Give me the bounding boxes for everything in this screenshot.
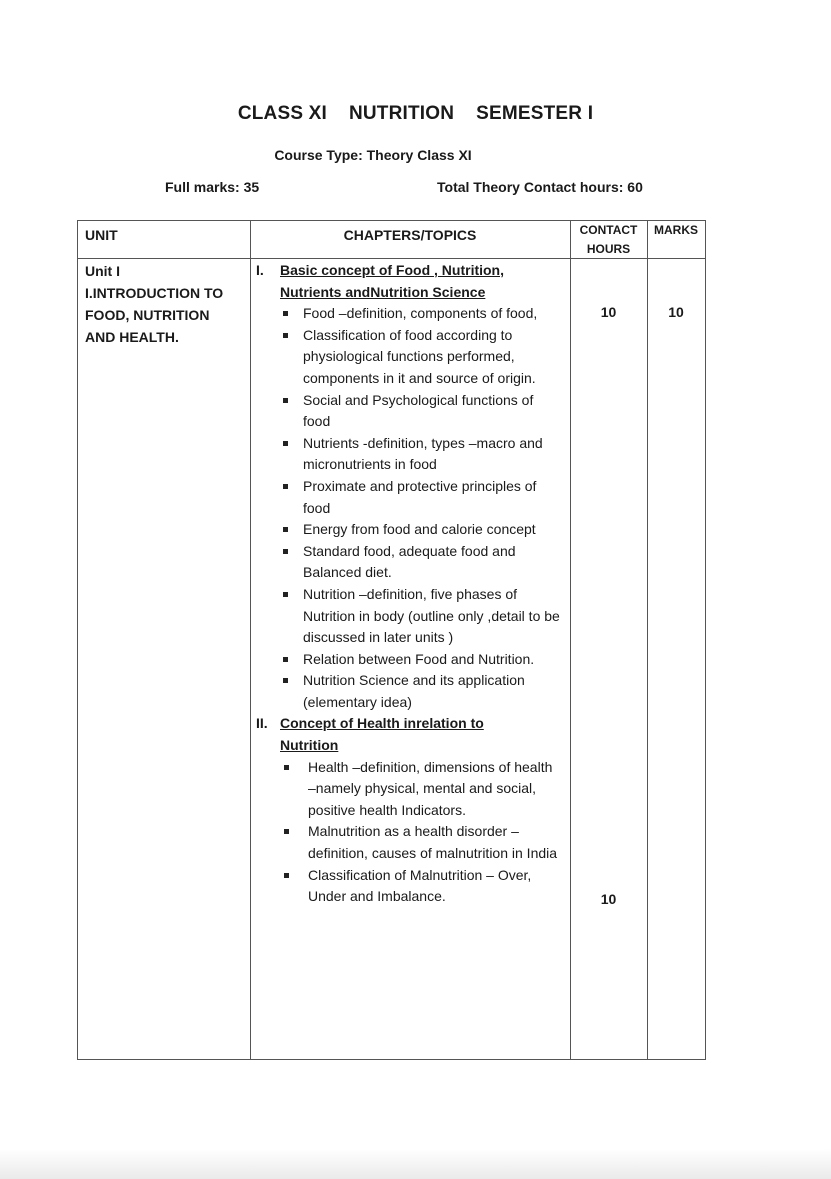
unit-cell: [85, 260, 245, 348]
topic-list: [250, 757, 568, 908]
list-item: Nutrition –definition, five phases of Nutrition in body (outline only ,detail to be discussed in later units ): [250, 584, 568, 649]
syllabus-table: [77, 220, 706, 1060]
bullet-icon: [283, 592, 288, 597]
bullet-icon: [283, 678, 288, 683]
column-header-topics: CHAPTERS/TOPICS: [343, 227, 477, 243]
page-title: CLASS XI NUTRITION SEMESTER I: [237, 103, 594, 124]
list-item: Relation between Food and Nutrition.: [250, 649, 568, 671]
unit-title-line: FOOD, NUTRITION: [85, 307, 210, 323]
bullet-icon: [283, 484, 288, 489]
list-item: Energy from food and calorie concept: [250, 519, 568, 541]
column-divider-hours: [647, 220, 648, 1060]
scan-shadow: [0, 1149, 831, 1179]
bullet-icon: [283, 549, 288, 554]
list-item: Health –definition, dimensions of health –namely physical, mental and social, positive health Indicators.: [250, 757, 568, 822]
column-divider-topics: [570, 220, 571, 1060]
unit-name: Unit I: [85, 263, 120, 279]
section-heading: II. Concept of Health inrelation to Nutrition: [256, 715, 484, 754]
bullet-icon: [284, 829, 289, 834]
table-border-right: [705, 220, 706, 1060]
list-item: Social and Psychological functions of food: [250, 390, 568, 433]
bullet-icon: [283, 527, 288, 532]
table-border-bottom: [77, 1059, 706, 1060]
unit-title-line: I.INTRODUCTION TO: [85, 285, 224, 301]
list-item: Proximate and protective principles of food: [250, 476, 568, 519]
contact-hours-value: 10: [600, 304, 617, 320]
section-heading: I. Basic concept of Food , Nutrition, Nutrients andNutrition Science: [256, 262, 504, 300]
list-item: Classification of Malnutrition – Over, Under and Imbalance.: [250, 865, 568, 908]
marks-value: 10: [668, 304, 684, 320]
bullet-icon: [283, 333, 288, 338]
bullet-icon: [283, 398, 288, 403]
list-item: Malnutrition as a health disorder – definition, causes of malnutrition in India: [250, 821, 568, 864]
topic-list: [250, 303, 568, 713]
list-item: Nutrients -definition, types –macro and micronutrients in food: [250, 433, 568, 476]
column-header-contact-hours: CONTACT HOURS: [579, 223, 638, 256]
column-header-marks: MARKS: [654, 223, 698, 237]
column-header-unit: UNIT: [85, 227, 118, 243]
bullet-icon: [284, 873, 289, 878]
section-number: I.: [256, 262, 264, 278]
bullet-icon: [284, 765, 289, 770]
section-number: II.: [256, 715, 268, 732]
contact-hours-value: 10: [600, 891, 617, 907]
list-item: Food –definition, components of food,: [250, 303, 568, 325]
full-marks: Full marks: 35: [165, 179, 260, 195]
table-border-left: [77, 220, 78, 1060]
unit-title-line: AND HEALTH.: [85, 329, 179, 345]
bullet-icon: [283, 441, 288, 446]
list-item: Standard food, adequate food and Balanced diet.: [250, 541, 568, 584]
topics-cell: [250, 260, 568, 908]
total-contact-hours: Total Theory Contact hours: 60: [437, 179, 643, 195]
course-type: Course Type: Theory Class XI: [274, 147, 472, 163]
bullet-icon: [283, 657, 288, 662]
list-item: Classification of food according to physiological functions performed, components in it and source of origin.: [250, 325, 568, 390]
bullet-icon: [283, 311, 288, 316]
list-item: Nutrition Science and its application (elementary idea): [250, 670, 568, 713]
